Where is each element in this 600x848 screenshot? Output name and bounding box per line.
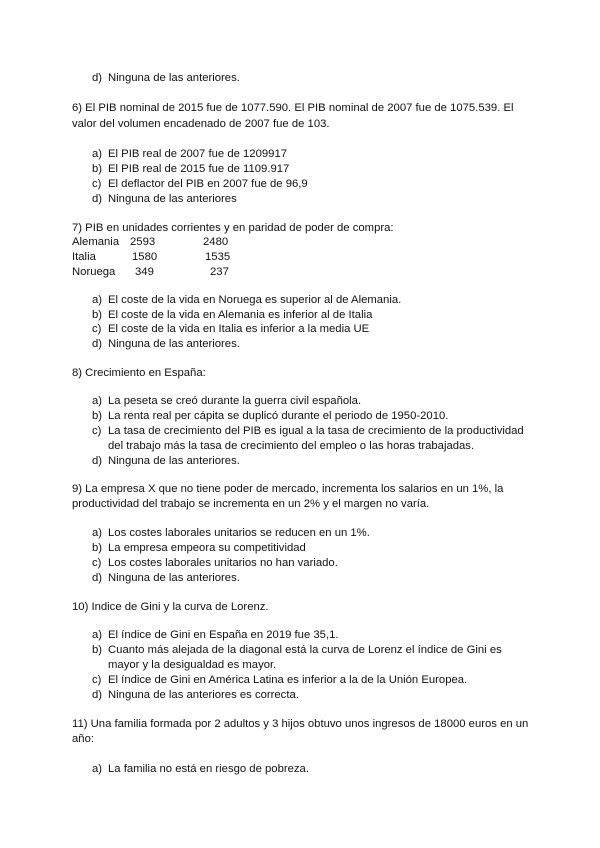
option-d: d) Ninguna de las anteriores. [92, 72, 240, 84]
q6-option-a: a) El PIB real de 2007 fue de 1209917 [92, 148, 288, 160]
q10-option-c: c) El índice de Gini en América Latina es inferior a la de la Unión Europea. [92, 674, 468, 686]
q9-option-b: b) La empresa empeora su competitividad [92, 542, 306, 554]
q8-option-d: d) Ninguna de las anteriores. [92, 455, 240, 467]
gdp-table [72, 235, 272, 280]
q8-option-a: a) La peseta se creó durante la guerra civil española. [92, 395, 362, 407]
question-6-line-2: valor del volumen encadenado de 2007 fue de 103. [72, 118, 330, 130]
q6-option-b: b) El PIB real de 2015 fue de 1109.917 [92, 163, 290, 175]
q8-option-b: b) La renta real per cápita se duplicó durante el periodo de 1950-2010. [92, 410, 449, 422]
question-11-line-1: 11) Una familia formada por 2 adultos y 3 hijos obtuvo unos ingresos de 18000 euros en un [72, 718, 529, 730]
q8-option-c: c) La tasa de crecimiento del PIB es igual a la tasa de crecimiento de la productividad [92, 425, 524, 437]
q9-option-d: d) Ninguna de las anteriores. [92, 572, 240, 584]
q10-option-b: b) Cuanto más alejada de la diagonal está la curva de Lorenz el índice de Gini es [92, 644, 502, 656]
question-9-line-1: 9) La empresa X que no tiene poder de mercado, incrementa los salarios en un 1%, la [72, 483, 504, 495]
q8-option-c-continuation: del trabajo más la tasa de crecimiento del empleo o las horas trabajadas. [108, 440, 475, 452]
q11-option-a: a) La familia no está en riesgo de pobreza. [92, 763, 309, 775]
q9-option-a: a) Los costes laborales unitarios se reducen en un 1%. [92, 527, 370, 539]
q7-option-d: d) Ninguna de las anteriores. [92, 338, 240, 350]
q7-option-a: a) El coste de la vida en Noruega es superior al de Alemania. [92, 294, 402, 306]
table-row: Alemania 2593 2480 [72, 236, 229, 248]
q7-option-b: b) El coste de la vida en Alemania es inferior al de Italia [92, 309, 373, 321]
q10-option-d: d) Ninguna de las anteriores es correcta. [92, 689, 299, 701]
question-8-title: 8) Crecimiento en España: [72, 367, 206, 379]
q7-option-c: c) El coste de la vida en Italia es inferior a la media UE [92, 323, 370, 335]
question-11-line-2: año: [72, 733, 94, 745]
q6-option-d: d) Ninguna de las anteriores [92, 193, 237, 205]
question-10-title: 10) Indice de Gini y la curva de Lorenz. [72, 601, 269, 613]
q10-option-b-continuation: mayor y la desigualdad es mayor. [108, 659, 277, 671]
question-9-line-2: productividad del trabajo se incrementa en un 2% y el margen no varía. [72, 498, 430, 510]
question-6-line-1: 6) El PIB nominal de 2015 fue de 1077.590. El PIB nominal de 2007 fue de 1075.539. El [72, 102, 514, 114]
table-row: Italia 1580 1535 [72, 251, 231, 263]
table-row: Noruega 349 237 [72, 266, 229, 278]
question-7-title: 7) PIB en unidades corrientes y en paridad de poder de compra: [72, 222, 394, 234]
q10-option-a: a) El índice de Gini en España en 2019 fue 35,1. [92, 629, 339, 641]
q6-option-c: c) El deflactor del PIB en 2007 fue de 96,9 [92, 178, 308, 190]
q9-option-c: c) Los costes laborales unitarios no han variado. [92, 557, 338, 569]
